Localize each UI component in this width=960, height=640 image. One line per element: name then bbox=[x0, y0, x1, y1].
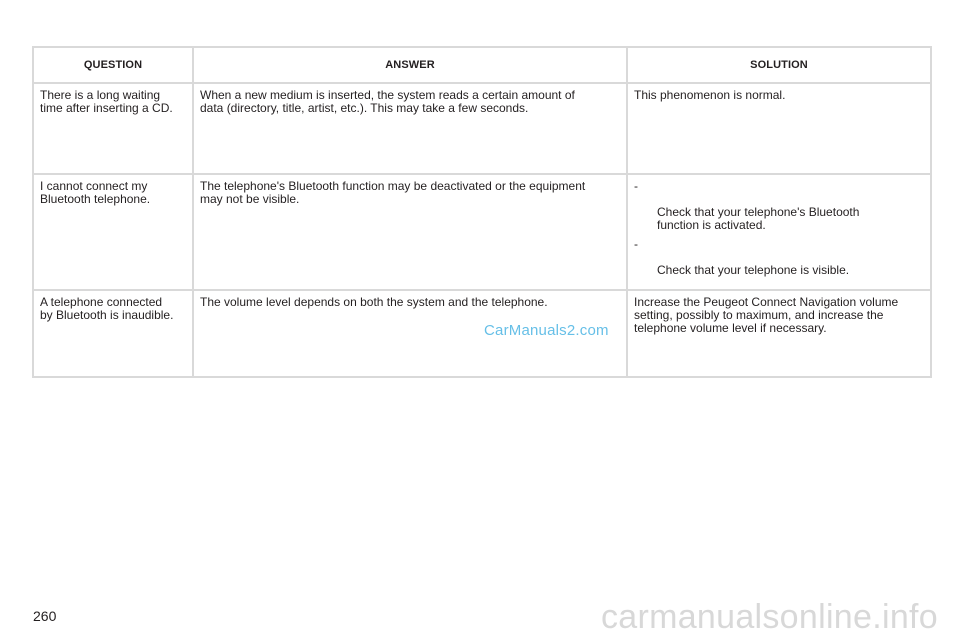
solution-list-item bbox=[634, 180, 924, 232]
solution-item-text: Check that your telephone is visible. bbox=[657, 263, 850, 277]
solution-cell bbox=[627, 174, 931, 290]
solution-list-item bbox=[634, 238, 924, 277]
question-cell bbox=[33, 290, 193, 377]
solution-text: Increase the Peugeot Connect Navigation volume setting, possibly to maximum, and increase the telephone volume level if necessary. bbox=[634, 295, 899, 335]
question-text: There is a long waiting time after inserting a CD. bbox=[40, 88, 173, 115]
solution-cell bbox=[627, 83, 931, 174]
answer-column-header: ANSWER bbox=[193, 47, 627, 83]
answer-text: When a new medium is inserted, the system reads a certain amount of data (directory, title, artist, etc.). This may take a few seconds. bbox=[200, 88, 575, 115]
table-header-row bbox=[33, 47, 931, 83]
answer-text: The volume level depends on both the system and the telephone. bbox=[200, 295, 548, 309]
solution-cell bbox=[627, 290, 931, 377]
carmanuals-watermark: CarManuals2.com bbox=[484, 322, 609, 339]
answer-cell bbox=[193, 174, 627, 290]
solution-list bbox=[634, 180, 924, 277]
question-text: I cannot connect my Bluetooth telephone. bbox=[40, 179, 151, 206]
table-row bbox=[33, 290, 931, 377]
footer-watermark: carmanualsonline.info bbox=[600, 598, 938, 636]
question-text: A telephone connected by Bluetooth is inaudible. bbox=[40, 295, 174, 322]
table-row bbox=[33, 83, 931, 174]
table-row bbox=[33, 174, 931, 290]
bullet-dash: - bbox=[634, 179, 638, 193]
troubleshooting-table bbox=[32, 46, 932, 378]
question-cell bbox=[33, 83, 193, 174]
question-cell bbox=[33, 174, 193, 290]
solution-text: This phenomenon is normal. bbox=[634, 88, 786, 102]
page-number: 260 bbox=[33, 608, 57, 624]
bullet-dash: - bbox=[634, 237, 638, 251]
answer-text: The telephone's Bluetooth function may be deactivated or the equipment may not be visible. bbox=[200, 179, 586, 206]
answer-cell bbox=[193, 83, 627, 174]
question-column-header: QUESTION bbox=[33, 47, 193, 83]
solution-column-header: SOLUTION bbox=[627, 47, 931, 83]
solution-item-text: Check that your telephone's Bluetooth function is activated. bbox=[657, 205, 860, 232]
